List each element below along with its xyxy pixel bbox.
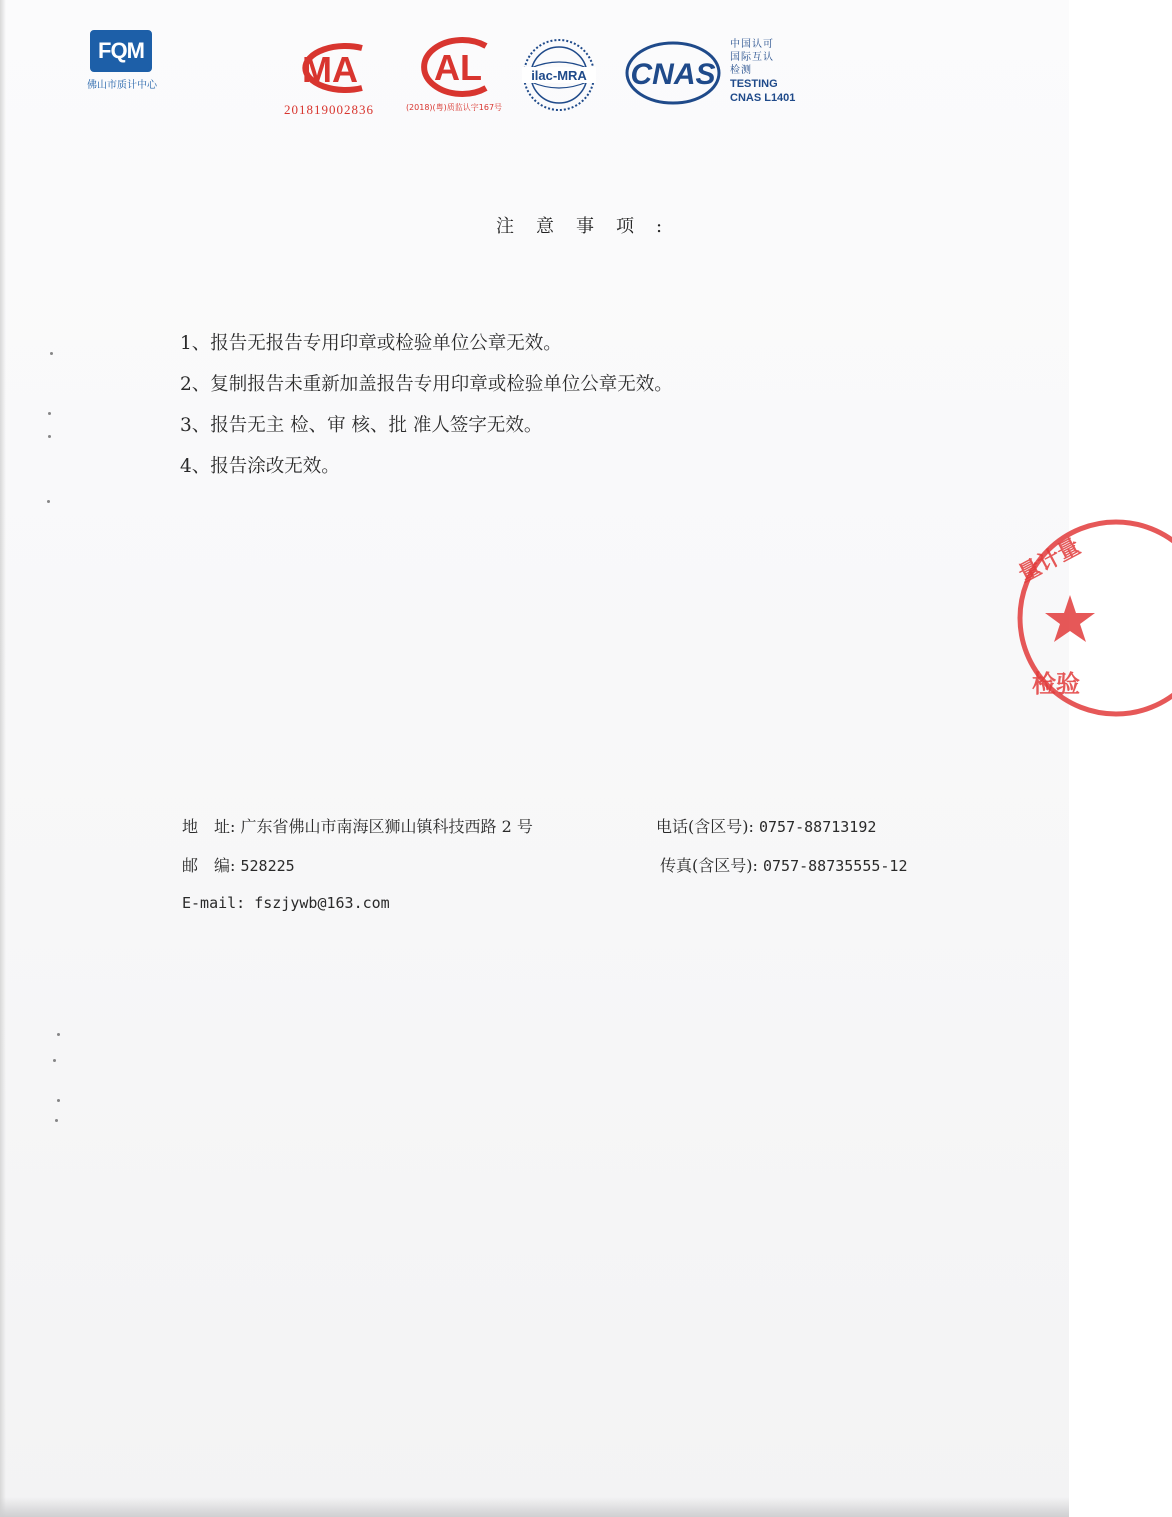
scan-speck bbox=[47, 500, 50, 503]
email-row bbox=[182, 894, 390, 912]
cnas-logo-icon bbox=[623, 40, 723, 106]
address-label: 地 址: bbox=[182, 817, 236, 836]
scan-speck bbox=[57, 1033, 60, 1036]
phone-row bbox=[656, 814, 876, 837]
cal-logo bbox=[404, 36, 504, 113]
left-edge-shadow bbox=[0, 0, 6, 1517]
scan-speck bbox=[48, 435, 51, 438]
ilac-mra-logo-icon bbox=[518, 36, 600, 114]
cal-number: (2018)(粤)质监认字167号 bbox=[405, 103, 503, 112]
email-label: E-mail: bbox=[182, 894, 246, 912]
email-value[interactable]: fszjywb@163.com bbox=[254, 894, 390, 912]
fax-label: 传真(含区号): bbox=[660, 856, 758, 875]
svg-text:MA: MA bbox=[302, 49, 358, 90]
postcode-label: 邮 编: bbox=[182, 856, 236, 875]
postcode-row bbox=[182, 853, 295, 876]
address-value: 广东省佛山市南海区狮山镇科技西路 2 号 bbox=[240, 817, 533, 836]
scan-speck bbox=[48, 412, 51, 415]
cma-logo bbox=[274, 40, 384, 118]
svg-text:ilac-MRA: ilac-MRA bbox=[531, 68, 587, 83]
cnas-caption-line-1: 中国认可 bbox=[730, 39, 774, 50]
cnas-caption-line-4: TESTING bbox=[730, 78, 778, 90]
notice-list bbox=[180, 330, 673, 494]
postcode-value: 528225 bbox=[240, 857, 295, 875]
svg-text:检验: 检验 bbox=[1032, 670, 1080, 698]
notice-item: 1、报告无报告专用印章或检验单位公章无效。 bbox=[180, 333, 562, 354]
cnas-caption bbox=[730, 38, 795, 105]
svg-text:AL: AL bbox=[434, 47, 482, 88]
cma-number: 201819002836 bbox=[284, 102, 374, 117]
phone-label: 电话(含区号): bbox=[656, 817, 754, 836]
notice-title: 注意事项: bbox=[496, 216, 685, 237]
cnas-caption-line-5: CNAS L1401 bbox=[730, 92, 796, 104]
scan-speck bbox=[50, 352, 53, 355]
fqm-logo bbox=[82, 30, 162, 91]
svg-text:CNAS: CNAS bbox=[630, 58, 716, 91]
cma-mark-icon bbox=[274, 40, 384, 96]
scan-speck bbox=[57, 1099, 60, 1102]
fax-value: 0757-88735555-12 bbox=[762, 857, 908, 875]
fqm-logo-caption: 佛山市质计中心 bbox=[87, 80, 157, 91]
scan-speck bbox=[55, 1119, 58, 1122]
official-stamp bbox=[1012, 510, 1085, 725]
svg-text:量计量: 量计量 bbox=[1014, 534, 1085, 588]
address-row bbox=[182, 814, 533, 837]
phone-value: 0757-88713192 bbox=[758, 818, 877, 836]
bottom-edge-shadow bbox=[0, 1497, 1069, 1517]
cnas-caption-line-3: 检测 bbox=[730, 65, 752, 76]
fqm-logo-mark: FQM bbox=[90, 30, 152, 72]
fax-row bbox=[660, 853, 907, 876]
cal-mark-icon bbox=[404, 36, 504, 98]
notice-item: 4、报告涂改无效。 bbox=[180, 456, 340, 477]
official-stamp-seal bbox=[1012, 510, 1172, 725]
scan-speck bbox=[53, 1059, 56, 1062]
notice-item: 3、报告无主 检、审 核、批 准人签字无效。 bbox=[180, 415, 543, 436]
notice-item: 2、复制报告未重新加盖报告专用印章或检验单位公章无效。 bbox=[180, 374, 673, 395]
cnas-caption-line-2: 国际互认 bbox=[730, 52, 774, 63]
